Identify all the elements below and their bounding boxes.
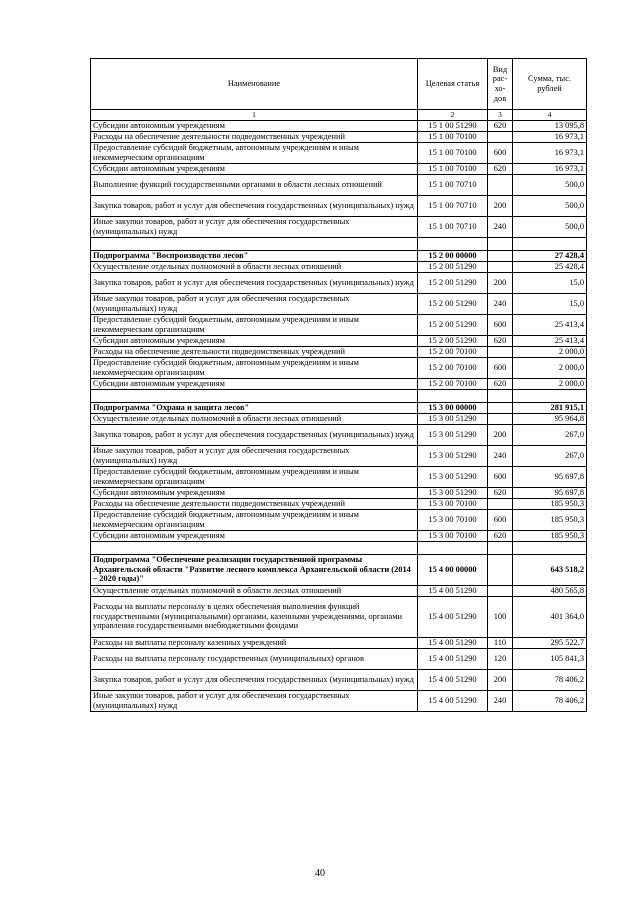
- row-expense-type-cell: [488, 413, 513, 424]
- row-sum-cell: 25 413,4: [513, 335, 587, 346]
- row-sum-cell: 25 413,4: [513, 314, 587, 335]
- row-name-cell: Осуществление отдельных полномочий в области лесных отношений: [91, 261, 418, 272]
- row-target-article-cell: 15 3 00 70100: [418, 509, 488, 530]
- row-expense-type-cell: 200: [488, 195, 513, 216]
- row-target-article-cell: 15 2 00 51290: [418, 272, 488, 293]
- row-sum-cell: 267,0: [513, 445, 587, 466]
- row-expense-type-cell: 600: [488, 357, 513, 378]
- table-row: [91, 637, 587, 648]
- table-body: [91, 120, 587, 711]
- table-row: [91, 648, 587, 669]
- row-expense-type-cell: 620: [488, 120, 513, 131]
- row-target-article-cell: 15 2 00 51290: [418, 335, 488, 346]
- row-name-cell: Субсидии автономным учреждениям: [91, 487, 418, 498]
- row-target-article-cell: 15 3 00 70100: [418, 530, 488, 541]
- empty-cell: [488, 237, 513, 250]
- table-row: [91, 445, 587, 466]
- row-name-cell: Осуществление отдельных полномочий в области лесных отношений: [91, 585, 418, 596]
- row-target-article-cell: 15 1 00 70710: [418, 216, 488, 237]
- row-name-cell: Закупка товаров, работ и услуг для обеспечения государственных (муниципальных) нужд: [91, 424, 418, 445]
- table-row: [91, 120, 587, 131]
- column-index: 3: [488, 110, 513, 121]
- row-target-article-cell: 15 4 00 51290: [418, 669, 488, 690]
- row-target-article-cell: 15 3 00 00000: [418, 402, 488, 413]
- row-name-cell: Расходы на обеспечение деятельности подведомственных учреждений: [91, 131, 418, 142]
- row-expense-type-cell: 620: [488, 335, 513, 346]
- row-expense-type-cell: 200: [488, 424, 513, 445]
- table-row: [91, 346, 587, 357]
- row-sum-cell: 295 522,7: [513, 637, 587, 648]
- row-name-cell: Субсидии автономным учреждениям: [91, 530, 418, 541]
- row-target-article-cell: 15 2 00 70100: [418, 346, 488, 357]
- row-expense-type-cell: 600: [488, 142, 513, 163]
- row-sum-cell: 480 565,8: [513, 585, 587, 596]
- empty-cell: [91, 237, 418, 250]
- row-sum-cell: 105 841,3: [513, 648, 587, 669]
- table-row: [91, 163, 587, 174]
- row-expense-type-cell: 600: [488, 509, 513, 530]
- row-target-article-cell: 15 3 00 51290: [418, 445, 488, 466]
- table-row: [91, 413, 587, 424]
- row-sum-cell: 25 428,4: [513, 261, 587, 272]
- row-sum-cell: 185 950,3: [513, 509, 587, 530]
- table-row: [91, 131, 587, 142]
- row-sum-cell: 16 973,1: [513, 142, 587, 163]
- row-expense-type-cell: [488, 131, 513, 142]
- table-spacer-row: [91, 389, 587, 402]
- row-expense-type-cell: 240: [488, 293, 513, 314]
- column-index: 4: [513, 110, 587, 121]
- row-name-cell: Предоставление субсидий бюджетным, автономным учреждениям и иным некоммерческим организациям: [91, 466, 418, 487]
- row-expense-type-cell: 200: [488, 272, 513, 293]
- row-name-cell: Расходы на обеспечение деятельности подведомственных учреждений: [91, 498, 418, 509]
- table-row: [91, 142, 587, 163]
- row-expense-type-cell: 620: [488, 487, 513, 498]
- subprogram-row: [91, 554, 587, 585]
- empty-cell: [488, 541, 513, 554]
- row-expense-type-cell: 110: [488, 637, 513, 648]
- table-spacer-row: [91, 237, 587, 250]
- row-target-article-cell: 15 2 00 51290: [418, 261, 488, 272]
- row-target-article-cell: 15 4 00 51290: [418, 585, 488, 596]
- row-target-article-cell: 15 4 00 51290: [418, 690, 488, 711]
- table-row: [91, 357, 587, 378]
- row-name-cell: Иные закупки товаров, работ и услуг для обеспечения государственных (муниципальных) нужд: [91, 216, 418, 237]
- row-expense-type-cell: [488, 174, 513, 195]
- budget-table: [90, 58, 587, 712]
- empty-cell: [513, 237, 587, 250]
- row-sum-cell: 185 950,3: [513, 498, 587, 509]
- table-row: [91, 585, 587, 596]
- row-name-cell: Расходы на выплаты персоналу казенных учреждений: [91, 637, 418, 648]
- table-row: [91, 487, 587, 498]
- row-name-cell: Субсидии автономным учреждениям: [91, 335, 418, 346]
- row-sum-cell: 2 000,0: [513, 357, 587, 378]
- row-name-cell: Закупка товаров, работ и услуг для обеспечения государственных (муниципальных) нужд: [91, 272, 418, 293]
- row-sum-cell: 16 973,1: [513, 131, 587, 142]
- row-name-cell: Расходы на обеспечение деятельности подведомственных учреждений: [91, 346, 418, 357]
- row-name-cell: Иные закупки товаров, работ и услуг для обеспечения государственных (муниципальных) нужд: [91, 690, 418, 711]
- row-expense-type-cell: 620: [488, 163, 513, 174]
- row-expense-type-cell: 200: [488, 669, 513, 690]
- row-target-article-cell: 15 3 00 70100: [418, 498, 488, 509]
- table-row: [91, 174, 587, 195]
- page-number: 40: [315, 868, 325, 879]
- row-expense-type-cell: [488, 498, 513, 509]
- row-name-cell: Расходы на выплаты персоналу в целях обеспечения выполнения функций государственными (муниципальными) органами, казенными учреждениями, органами управления государственными внебюджетными фондами: [91, 596, 418, 637]
- row-target-article-cell: 15 4 00 51290: [418, 637, 488, 648]
- table-row: [91, 261, 587, 272]
- row-target-article-cell: 15 4 00 00000: [418, 554, 488, 585]
- table-row: [91, 293, 587, 314]
- column-index: 1: [91, 110, 418, 121]
- empty-cell: [91, 389, 418, 402]
- row-name-cell: Подпрограмма "Воспроизводство лесов": [91, 250, 418, 261]
- row-target-article-cell: 15 3 00 51290: [418, 413, 488, 424]
- table-row: [91, 335, 587, 346]
- row-sum-cell: 95 964,8: [513, 413, 587, 424]
- table-row: [91, 669, 587, 690]
- row-sum-cell: 267,0: [513, 424, 587, 445]
- row-name-cell: Предоставление субсидий бюджетным, автономным учреждениям и иным некоммерческим организациям: [91, 509, 418, 530]
- row-sum-cell: 500,0: [513, 174, 587, 195]
- empty-cell: [513, 389, 587, 402]
- row-name-cell: Субсидии автономным учреждениям: [91, 378, 418, 389]
- table-row: [91, 498, 587, 509]
- row-sum-cell: 95 697,8: [513, 466, 587, 487]
- row-name-cell: Закупка товаров, работ и услуг для обеспечения государственных (муниципальных) нужд: [91, 669, 418, 690]
- empty-cell: [91, 541, 418, 554]
- row-sum-cell: 2 000,0: [513, 346, 587, 357]
- row-target-article-cell: 15 2 00 00000: [418, 250, 488, 261]
- row-sum-cell: 78 406,2: [513, 690, 587, 711]
- row-expense-type-cell: 600: [488, 466, 513, 487]
- row-target-article-cell: 15 4 00 51290: [418, 648, 488, 669]
- table-row: [91, 466, 587, 487]
- row-sum-cell: 16 973,1: [513, 163, 587, 174]
- row-target-article-cell: 15 3 00 51290: [418, 424, 488, 445]
- table-row: [91, 378, 587, 389]
- row-sum-cell: 2 000,0: [513, 378, 587, 389]
- row-name-cell: Предоставление субсидий бюджетным, автономным учреждениям и иным некоммерческим организациям: [91, 357, 418, 378]
- row-target-article-cell: 15 3 00 51290: [418, 466, 488, 487]
- row-target-article-cell: 15 4 00 51290: [418, 596, 488, 637]
- empty-cell: [488, 389, 513, 402]
- row-expense-type-cell: [488, 250, 513, 261]
- row-expense-type-cell: 240: [488, 445, 513, 466]
- subprogram-row: [91, 402, 587, 413]
- row-name-cell: Субсидии автономным учреждениям: [91, 163, 418, 174]
- row-target-article-cell: 15 3 00 51290: [418, 487, 488, 498]
- row-expense-type-cell: 100: [488, 596, 513, 637]
- row-sum-cell: 500,0: [513, 216, 587, 237]
- row-expense-type-cell: 600: [488, 314, 513, 335]
- row-name-cell: Субсидии автономным учреждениям: [91, 120, 418, 131]
- row-expense-type-cell: [488, 261, 513, 272]
- row-target-article-cell: 15 2 00 51290: [418, 314, 488, 335]
- header-sum: Сумма, тыс. рублей: [513, 59, 587, 110]
- row-sum-cell: 13 095,8: [513, 120, 587, 131]
- row-sum-cell: 15,0: [513, 272, 587, 293]
- table-header-row: [91, 59, 587, 110]
- row-sum-cell: 401 364,0: [513, 596, 587, 637]
- row-target-article-cell: 15 1 00 51290: [418, 120, 488, 131]
- row-target-article-cell: 15 1 00 70100: [418, 131, 488, 142]
- table-row: [91, 314, 587, 335]
- header-target-article: Целевая статья: [418, 59, 488, 110]
- column-index: 2: [418, 110, 488, 121]
- row-name-cell: Закупка товаров, работ и услуг для обеспечения государственных (муниципальных) нужд: [91, 195, 418, 216]
- table-row: [91, 690, 587, 711]
- row-sum-cell: 281 915,1: [513, 402, 587, 413]
- row-name-cell: Предоставление субсидий бюджетным, автономным учреждениям и иным некоммерческим организациям: [91, 142, 418, 163]
- row-name-cell: Подпрограмма "Охрана и защита лесов": [91, 402, 418, 413]
- row-target-article-cell: 15 1 00 70710: [418, 174, 488, 195]
- table-row: [91, 424, 587, 445]
- row-name-cell: Подпрограмма "Обеспечение реализации государственной программы Архангельской области "Развитие лесного комплекса Архангельской области (2014 – 2020 годы)": [91, 554, 418, 585]
- row-expense-type-cell: 620: [488, 530, 513, 541]
- header-expense-type: Вид рас-хо-дов: [488, 59, 513, 110]
- subprogram-row: [91, 250, 587, 261]
- table-row: [91, 216, 587, 237]
- row-name-cell: Иные закупки товаров, работ и услуг для обеспечения государственных (муниципальных) нужд: [91, 445, 418, 466]
- row-sum-cell: 185 950,3: [513, 530, 587, 541]
- row-sum-cell: 15,0: [513, 293, 587, 314]
- row-expense-type-cell: [488, 554, 513, 585]
- row-target-article-cell: 15 2 00 51290: [418, 293, 488, 314]
- table-row: [91, 195, 587, 216]
- table-row: [91, 596, 587, 637]
- table-spacer-row: [91, 541, 587, 554]
- row-name-cell: Осуществление отдельных полномочий в области лесных отношений: [91, 413, 418, 424]
- row-name-cell: Иные закупки товаров, работ и услуг для обеспечения государственных (муниципальных) нужд: [91, 293, 418, 314]
- empty-cell: [418, 541, 488, 554]
- row-name-cell: Выполнение функций государственными органами в области лесных отношений: [91, 174, 418, 195]
- row-sum-cell: 78 406,2: [513, 669, 587, 690]
- row-target-article-cell: 15 1 00 70100: [418, 163, 488, 174]
- row-target-article-cell: 15 1 00 70710: [418, 195, 488, 216]
- row-target-article-cell: 15 2 00 70100: [418, 378, 488, 389]
- row-expense-type-cell: [488, 585, 513, 596]
- table-row: [91, 530, 587, 541]
- row-expense-type-cell: 120: [488, 648, 513, 669]
- empty-cell: [418, 237, 488, 250]
- empty-cell: [513, 541, 587, 554]
- row-expense-type-cell: 240: [488, 690, 513, 711]
- table-row: [91, 272, 587, 293]
- table-row: [91, 509, 587, 530]
- row-target-article-cell: 15 2 00 70100: [418, 357, 488, 378]
- row-target-article-cell: 15 1 00 70100: [418, 142, 488, 163]
- row-expense-type-cell: 240: [488, 216, 513, 237]
- row-name-cell: Предоставление субсидий бюджетным, автономным учреждениям и иным некоммерческим организациям: [91, 314, 418, 335]
- row-sum-cell: 643 518,2: [513, 554, 587, 585]
- row-expense-type-cell: [488, 346, 513, 357]
- column-index-row: [91, 110, 587, 121]
- row-sum-cell: 27 428,4: [513, 250, 587, 261]
- row-name-cell: Расходы на выплаты персоналу государственных (муниципальных) органов: [91, 648, 418, 669]
- header-name: Наименование: [91, 59, 418, 110]
- row-expense-type-cell: [488, 402, 513, 413]
- empty-cell: [418, 389, 488, 402]
- row-sum-cell: 500,0: [513, 195, 587, 216]
- row-sum-cell: 95 697,8: [513, 487, 587, 498]
- row-expense-type-cell: 620: [488, 378, 513, 389]
